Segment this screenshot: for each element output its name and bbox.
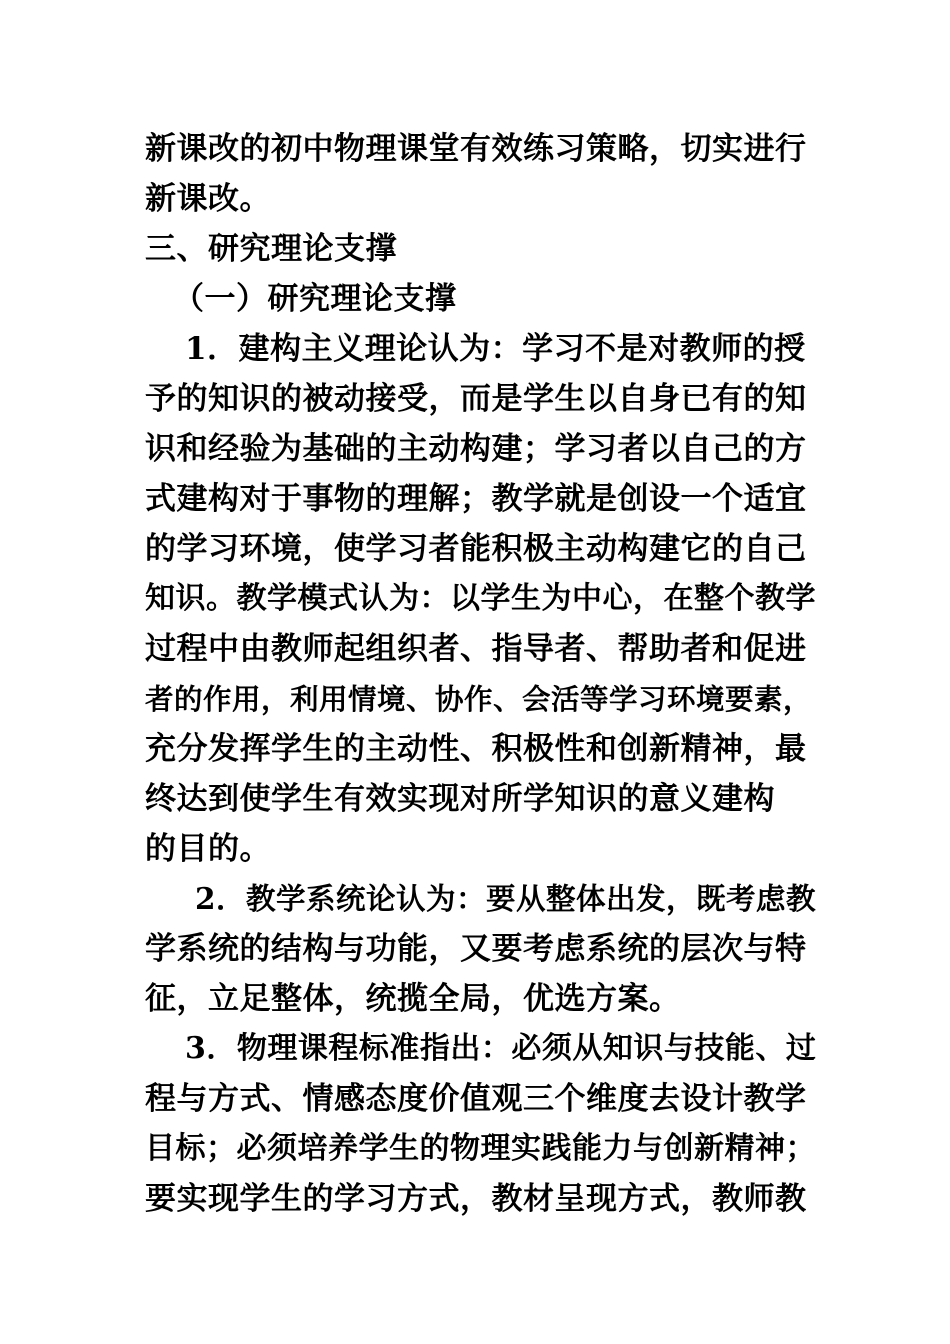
section-heading: 三、研究理论支撑 <box>145 231 397 267</box>
text-line: 程与方式、情感态度价值观三个维度去设计教学 <box>145 1081 807 1117</box>
text-line: 的目的。 <box>145 831 271 867</box>
paragraph-2-start: 2．教学系统论认为：要从整体出发，既考虑教 <box>195 881 817 916</box>
text-line: 充分发挥学生的主动性、积极性和创新精神，最 <box>145 731 807 767</box>
text-line: 识和经验为基础的主动构建；学习者以自己的方 <box>145 431 807 467</box>
text-line: 予的知识的被动接受，而是学生以自身已有的知 <box>145 381 807 417</box>
paragraph-1-start: 1．建构主义理论认为：学习不是对教师的授 <box>185 331 806 367</box>
text-line: 征，立足整体，统揽全局，优选方案。 <box>145 981 681 1017</box>
text-line: 目标；必须培养学生的物理实践能力与创新精神； <box>145 1131 816 1166</box>
text-line: 过程中由教师起组织者、指导者、帮助者和促进 <box>145 631 807 667</box>
subsection-heading: （一）研究理论支撑 <box>173 281 457 317</box>
text-line: 式建构对于事物的理解；教学就是创设一个适宜 <box>145 481 807 517</box>
text-line: 要实现学生的学习方式，教材呈现方式，教师教 <box>145 1181 807 1217</box>
text-line: 者的作用，利用情境、协作、会活等学习环境要素， <box>145 682 813 716</box>
paragraph-3-start: 3．物理课程标准指出：必须从知识与技能、过 <box>185 1031 817 1066</box>
text-line: 终达到使学生有效实现对所学知识的意义建构 <box>145 781 775 817</box>
text-line: 的学习环境，使学习者能积极主动构建它的自己 <box>145 531 807 567</box>
text-line: 学系统的结构与功能，又要考虑系统的层次与特 <box>145 931 807 967</box>
text-line: 新课改的初中物理课堂有效练习策略，切实进行 <box>145 131 807 167</box>
document-body <box>145 124 815 1224</box>
text-line: 知识。教学模式认为：以学生为中心，在整个教学 <box>145 581 816 616</box>
text-line: 新课改。 <box>145 181 271 217</box>
